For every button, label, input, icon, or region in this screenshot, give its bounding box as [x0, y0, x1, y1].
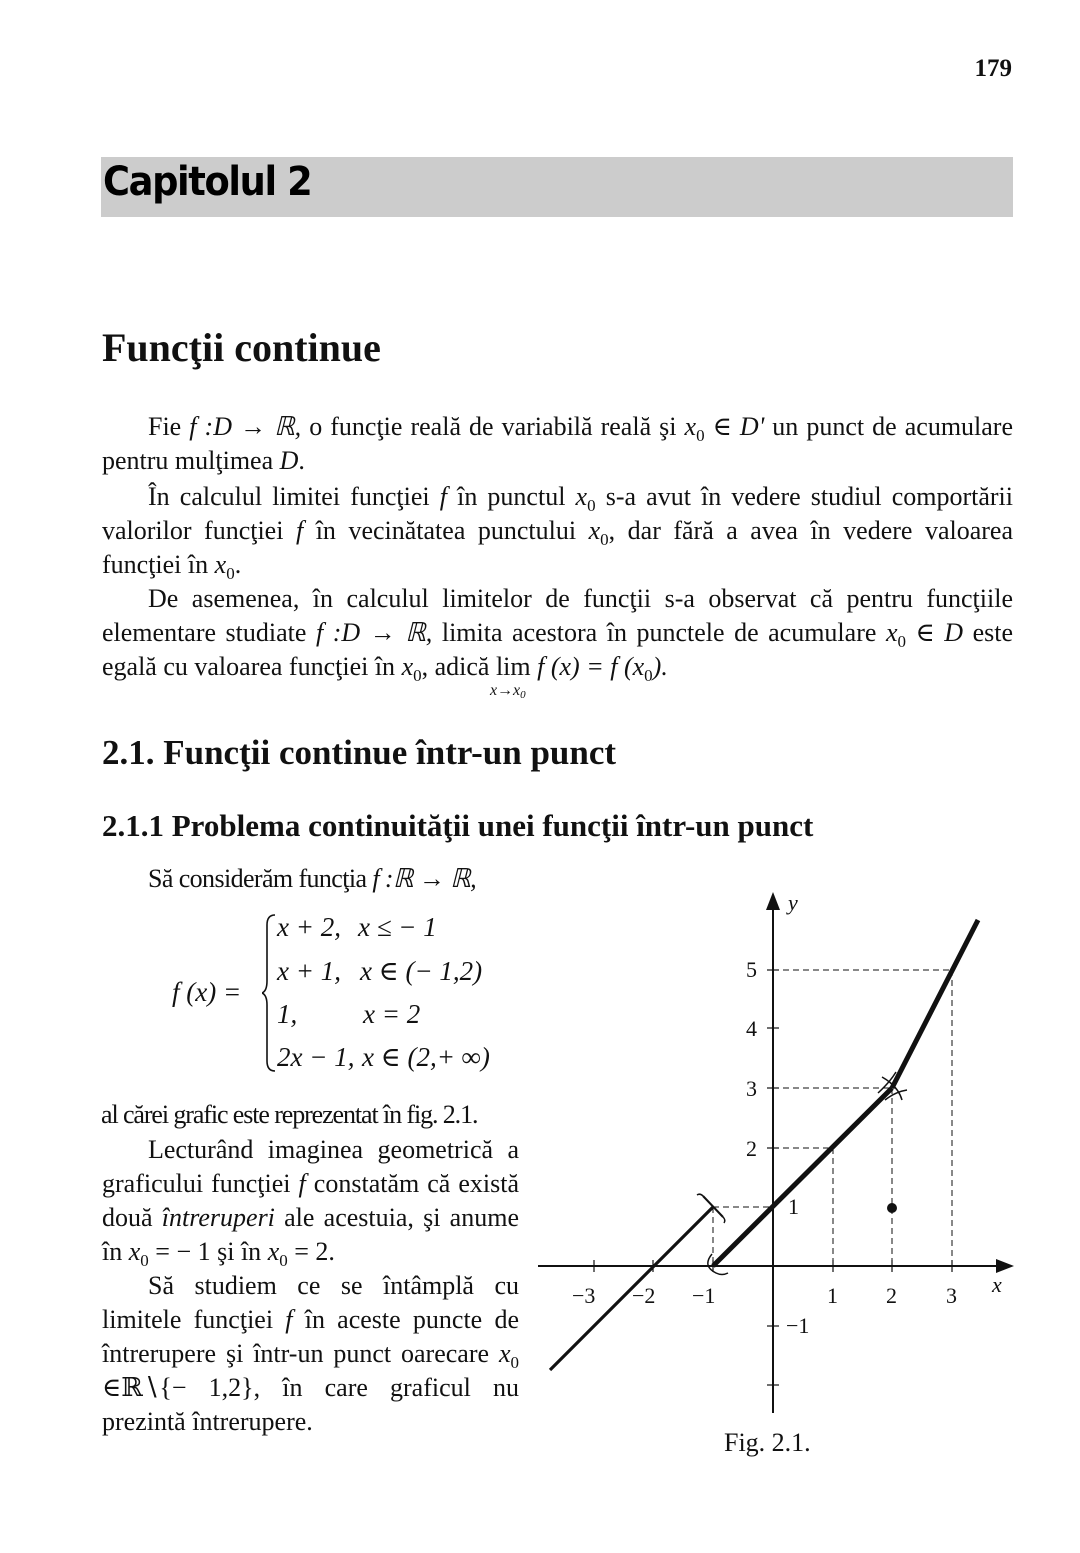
intro-paragraph-1: Fie f :D → ℝ, o funcţie reală de variabilă reală şi $x_0$ ∈ D' un punct de acumulare pentru mulţimea D. — [102, 412, 1014, 475]
graph-reference: al cărei grafic este reprezentat în fig. 2.1. — [101, 1100, 478, 1129]
formula-case-4: 2x − 1, — [277, 1042, 355, 1072]
formula-cond-3: x = 2 — [363, 999, 421, 1029]
graph-piece-2 — [713, 1088, 892, 1266]
formula-case-1: x + 2, — [277, 912, 341, 942]
formula-cond-1: x ≤ − 1 — [358, 912, 437, 942]
limit-operator: lim $x\to x_0$ — [489, 652, 531, 701]
y-axis-label: y — [788, 890, 798, 915]
paragraph-reading: Lecturând imaginea geometrică a graficului funcţiei f constatăm că există două întreruperi ale acestuia, şi anume în $x_0$ = − 1 şi în $x_0 = 2$. — [102, 1135, 520, 1270]
x-tick-label: −1 — [692, 1283, 716, 1308]
formula-case-2: x + 1, — [277, 956, 341, 986]
section-title: 2.1. Funcţii continue într-un punct — [102, 733, 617, 772]
chapter-label: Capitolul 2 — [103, 159, 312, 205]
intro-paragraph-3: De asemenea, în calculul limitelor de funcţii s-a observat că pentru funcţiile elementare studiate f :D → ℝ, limita acestora în punctele de acumulare $x_0$ ∈ D este egală cu valoarea funcţiei în $x_0$, adică lim $x\to x_0$ f (x) = f $(x_0)$. — [102, 584, 1014, 701]
y-tick-label: 4 — [746, 1016, 757, 1041]
x-tick-label: 3 — [946, 1283, 957, 1308]
x-tick-label: −3 — [572, 1283, 596, 1308]
isolated-point-icon — [887, 1203, 897, 1213]
page-number: 179 — [974, 55, 1012, 82]
figure-caption: Fig. 2.1. — [724, 1428, 811, 1457]
y-tick-label: −1 — [786, 1313, 810, 1338]
y-tick-label: 2 — [746, 1136, 757, 1161]
intro-paragraph-2: În calculul limitei funcţiei f în punctul $x_0$ s-a avut în vedere studiul comportării valorilor funcţiei f în vecinătatea punctului $x_0$, dar fără a avea în vedere valoarea funcţiei în $x_0$. — [102, 482, 1013, 583]
formula-lhs: f (x) = — [172, 977, 242, 1007]
x-axis-label: x — [992, 1272, 1002, 1297]
y-tick-label: 1 — [788, 1194, 799, 1219]
paragraph-study: Să studiem ce se întâmplă cu limitele funcţiei f în aceste puncte de întrerupere şi într-un punct oarecare $x_0$ ∈ℝ∖{− 1,2}, în care graficul nu prezintă întrerupere. — [102, 1271, 519, 1436]
chapter-title: Funcţii continue — [102, 325, 381, 370]
graph-piece-4 — [892, 920, 978, 1088]
x-tick-label: −2 — [632, 1283, 656, 1308]
consider-line: Să considerăm funcţia f :ℝ → ℝ, — [148, 864, 477, 893]
x-tick-label: 2 — [886, 1283, 897, 1308]
y-tick-label: 5 — [746, 957, 757, 982]
y-tick-label: 3 — [746, 1076, 757, 1101]
formula-cond-4: x ∈ (2,+ ∞) — [362, 1042, 490, 1072]
formula-cond-2: x ∈ (− 1,2) — [360, 956, 483, 986]
guide-lines — [713, 970, 952, 1266]
formula-case-3: 1, — [277, 999, 298, 1029]
x-tick-label: 1 — [827, 1283, 838, 1308]
y-axis-arrow-icon — [766, 892, 780, 910]
subsection-title: 2.1.1 Problema continuităţii unei funcţii într-un punct — [102, 808, 814, 843]
x-axis-arrow-icon — [996, 1259, 1014, 1273]
